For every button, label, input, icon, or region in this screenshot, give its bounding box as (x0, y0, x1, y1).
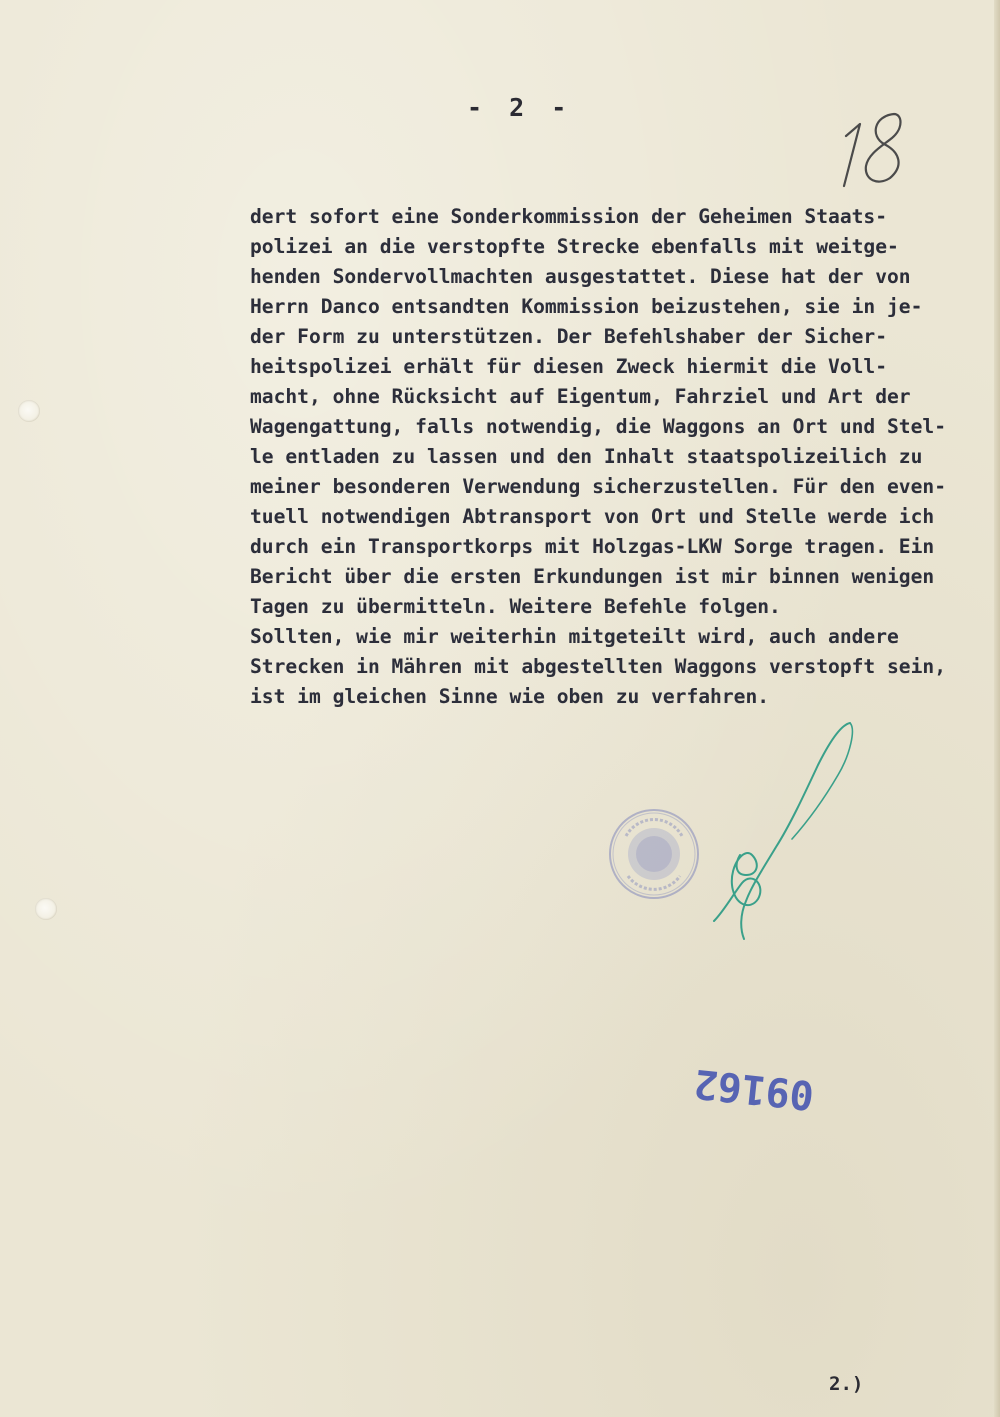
text-line: durch ein Transportkorps mit Holzgas-LKW Sorge tragen. Ein (250, 535, 935, 558)
text-line: der Form zu unterstützen. Der Befehlshaber der Sicher- (250, 325, 888, 348)
text-line: Strecken in Mähren mit abgestellten Waggons verstopft sein, (250, 655, 946, 678)
circular-stamp (606, 806, 702, 902)
footer-continuation-ref: 2.) (829, 1373, 864, 1395)
page-number: - 2 - (467, 93, 573, 122)
text-line: Bericht über die ersten Erkundungen ist mir binnen wenigen (250, 565, 935, 588)
text-line: henden Sondervollmachten ausgestattet. Diese hat der von (250, 265, 911, 288)
text-line: Wagengattung, falls notwendig, die Waggons an Ort und Stel- (250, 415, 946, 438)
text-line: Sollten, wie mir weiterhin mitgeteilt wird, auch andere (250, 625, 899, 648)
letter-body (250, 202, 990, 712)
paper-edge (994, 0, 1000, 1417)
text-line: tuell notwendigen Abtransport von Ort und Stelle werde ich (250, 505, 935, 528)
punch-hole-top (18, 400, 40, 422)
text-line: polizei an die verstopfte Strecke ebenfalls mit weitge- (250, 235, 899, 258)
text-line: le entladen zu lassen und den Inhalt staatspolizeilich zu (250, 445, 923, 468)
handwritten-signature (700, 715, 870, 955)
text-line: meiner besonderen Verwendung sicherzustellen. Für den even- (250, 475, 946, 498)
folio-number-handwritten (838, 106, 918, 196)
text-line: dert sofort eine Sonderkommission der Geheimen Staats- (250, 205, 888, 228)
svg-text:09162: 09162 (691, 1059, 817, 1119)
text-line: heitspolizei erhält für diesen Zweck hiermit die Voll- (250, 355, 888, 378)
punch-hole-bottom (35, 898, 57, 920)
archive-number-stamp (690, 1050, 820, 1130)
text-line: Herrn Danco entsandten Kommission beizustehen, sie in je- (250, 295, 923, 318)
text-line: Tagen zu übermitteln. Weitere Befehle folgen. (250, 595, 781, 618)
text-line: macht, ohne Rücksicht auf Eigentum, Fahrziel und Art der (250, 385, 911, 408)
text-line: ist im gleichen Sinne wie oben zu verfahren. (250, 685, 770, 708)
